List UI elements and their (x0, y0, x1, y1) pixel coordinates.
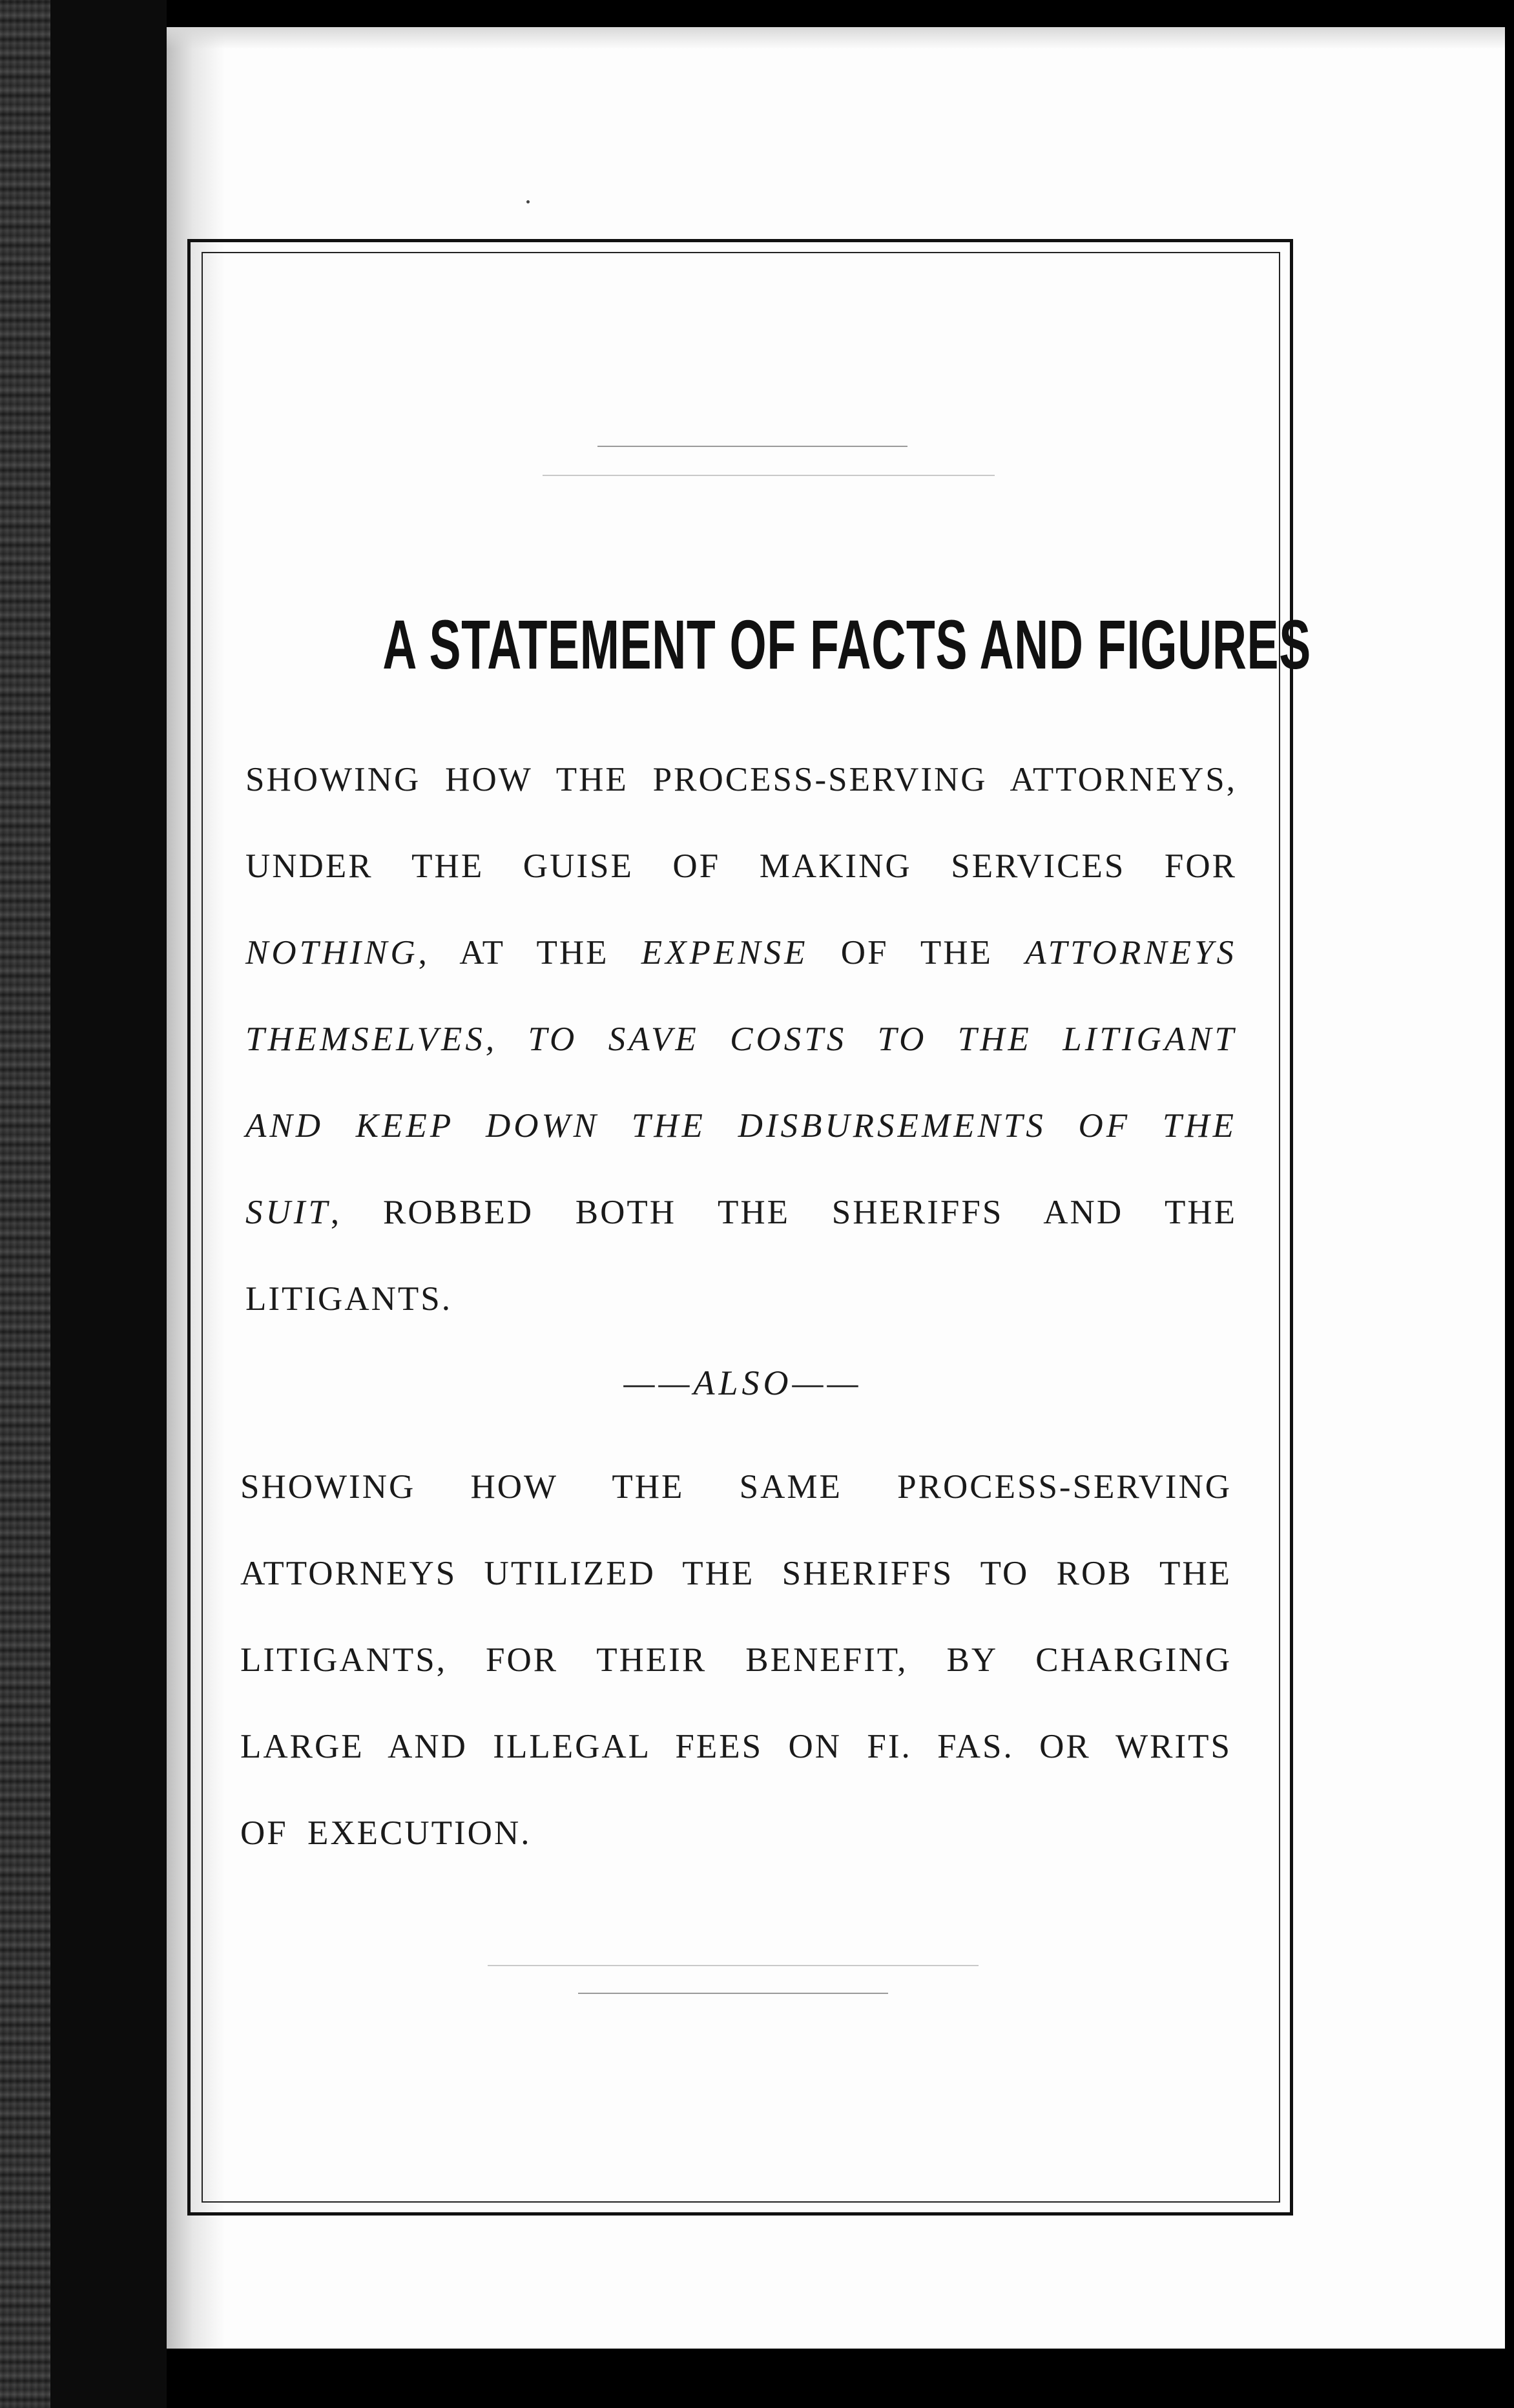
document-title: A STATEMENT OF FACTS AND FIGURES (382, 605, 1311, 683)
paragraph-process-serving-attorneys (245, 736, 1237, 1342)
italic-segment: NOTHING (245, 934, 419, 971)
ornamental-rule-top-1 (597, 446, 907, 447)
paper-speck (526, 200, 530, 203)
page-top-shade (167, 27, 1505, 49)
page-gutter (50, 0, 167, 2408)
text-segment: , ROBBED BOTH THE SHERIFFS AND THE LITIGANTS. (245, 1194, 1237, 1318)
ornamental-rule-bottom-1 (488, 1965, 979, 1966)
ornamental-rule-top-2 (543, 475, 995, 476)
text-segment: , AT THE (418, 934, 641, 971)
scan-bottom-edge (167, 2349, 1505, 2408)
text-segment: OF THE (808, 934, 1026, 971)
scan-right-edge (1505, 0, 1514, 2408)
binding-texture (0, 0, 50, 2408)
ornamental-rule-bottom-2 (578, 1993, 888, 1994)
italic-segment: ATTORNEYS THEMSELVES, TO SAVE COSTS TO THE LITIGANT AND KEEP DOWN THE DISBURSEMENTS OF THE SUIT (245, 934, 1237, 1231)
also-separator: ——ALSO—— (623, 1364, 862, 1402)
italic-segment: EXPENSE (641, 934, 809, 971)
paragraph-sheriffs-fees: SHOWING HOW THE SAME PROCESS-SERVING ATTORNEYS UTILIZED THE SHERIFFS TO ROB THE LITIGANTS, FOR THEIR BENEFIT, BY CHARGING LARGE AND ILLEGAL FEES ON FI. FAS. OR WRITS OF EXECUTION. (240, 1468, 1232, 1852)
text-segment: SHOWING HOW THE PROCESS-SERVING ATTORNEYS, UNDER THE GUISE OF MAKING SERVICES FOR (245, 761, 1237, 885)
